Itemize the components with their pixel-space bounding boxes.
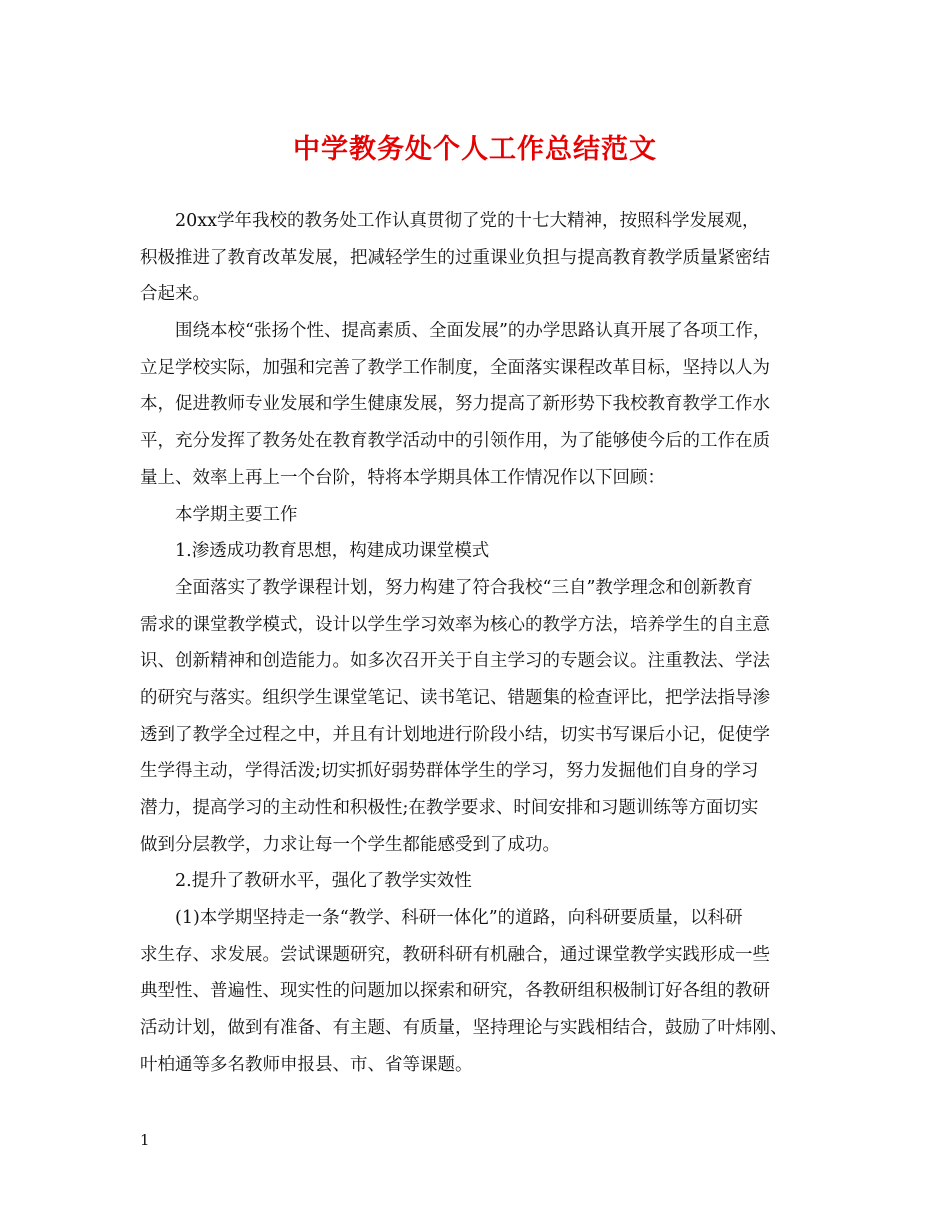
paragraph-line: 立足学校实际，加强和完善了教学工作制度，全面落实课程改革目标，坚持以人为 xyxy=(140,357,770,378)
paragraph-line: 的研究与落实。组织学生课堂笔记、读书笔记、错题集的检查评比，把学法指导渗 xyxy=(140,687,770,708)
paragraph-line: 求生存、求发展。尝试课题研究，教研科研有机融合，通过课堂教学实践形成一些 xyxy=(140,944,770,965)
paragraph-line: 需求的课堂教学模式，设计以学生学习效率为核心的教学方法，培养学生的自主意 xyxy=(140,614,770,635)
paragraph-line: 潜力，提高学习的主动性和积极性;在教学要求、时间安排和习题训练等方面切实 xyxy=(140,798,759,818)
paragraph-line: 识、创新精神和创造能力。如多次召开关于自主学习的专题会议。注重教法、学法 xyxy=(140,651,770,672)
document-title: 中学教务处个人工作总结范文 xyxy=(293,134,657,165)
section-heading: 2.提升了教研水平，强化了教学实效性 xyxy=(175,871,472,892)
paragraph-line: 合起来。 xyxy=(140,284,210,305)
paragraph-line: 生学得主动，学得活泼;切实抓好弱势群体学生的学习，努力发掘他们自身的学习 xyxy=(140,761,759,782)
paragraph-line: 做到分层教学，力求让每一个学生都能感受到了成功。 xyxy=(140,834,560,855)
paragraph-line: 叶柏通等多名教师申报县、市、省等课题。 xyxy=(140,1054,473,1075)
section-heading: 1.渗透成功教育思想，构建成功课堂模式 xyxy=(175,541,490,562)
paragraph-line: 围绕本校“张扬个性、提高素质、全面发展”的办学思路认真开展了各项工作， xyxy=(175,321,771,342)
paragraph-line: 平，充分发挥了教务处在教育教学活动中的引领作用，为了能够使今后的工作在质 xyxy=(140,431,770,452)
paragraph-line: 量上、效率上再上一个台阶，特将本学期具体工作情况作以下回顾： xyxy=(140,467,665,488)
paragraph-line: 本，促进教师专业发展和学生健康发展，努力提高了新形势下我校教育教学工作水 xyxy=(140,394,770,415)
document-body xyxy=(140,203,830,1084)
paragraph-line: 全面落实了教学课程计划，努力构建了符合我校“三自”教学理念和创新教育 xyxy=(175,577,753,598)
paragraph-line: 20xx学年我校的教务处工作认真贯彻了党的十七大精神，按照科学发展观， xyxy=(175,211,760,231)
page-number: 1 xyxy=(140,1131,150,1149)
paragraph-line: 活动计划，做到有准备、有主题、有质量，坚持理论与实践相结合，鼓励了叶炜刚、 xyxy=(140,1018,788,1039)
paragraph-line: 积极推进了教育改革发展，把减轻学生的过重课业负担与提高教育教学质量紧密结 xyxy=(140,247,770,268)
paragraph-line: 透到了教学全过程之中，并且有计划地进行阶段小结，切实书写课后小记，促使学 xyxy=(140,724,770,745)
section-heading: 本学期主要工作 xyxy=(175,504,298,525)
paragraph-line: 典型性、普遍性、现实性的问题加以探索和研究，各教研组积极制订好各组的教研 xyxy=(140,981,770,1002)
paragraph-line: (1)本学期坚持走一条“教学、科研一体化”的道路，向科研要质量，以科研 xyxy=(175,908,743,929)
